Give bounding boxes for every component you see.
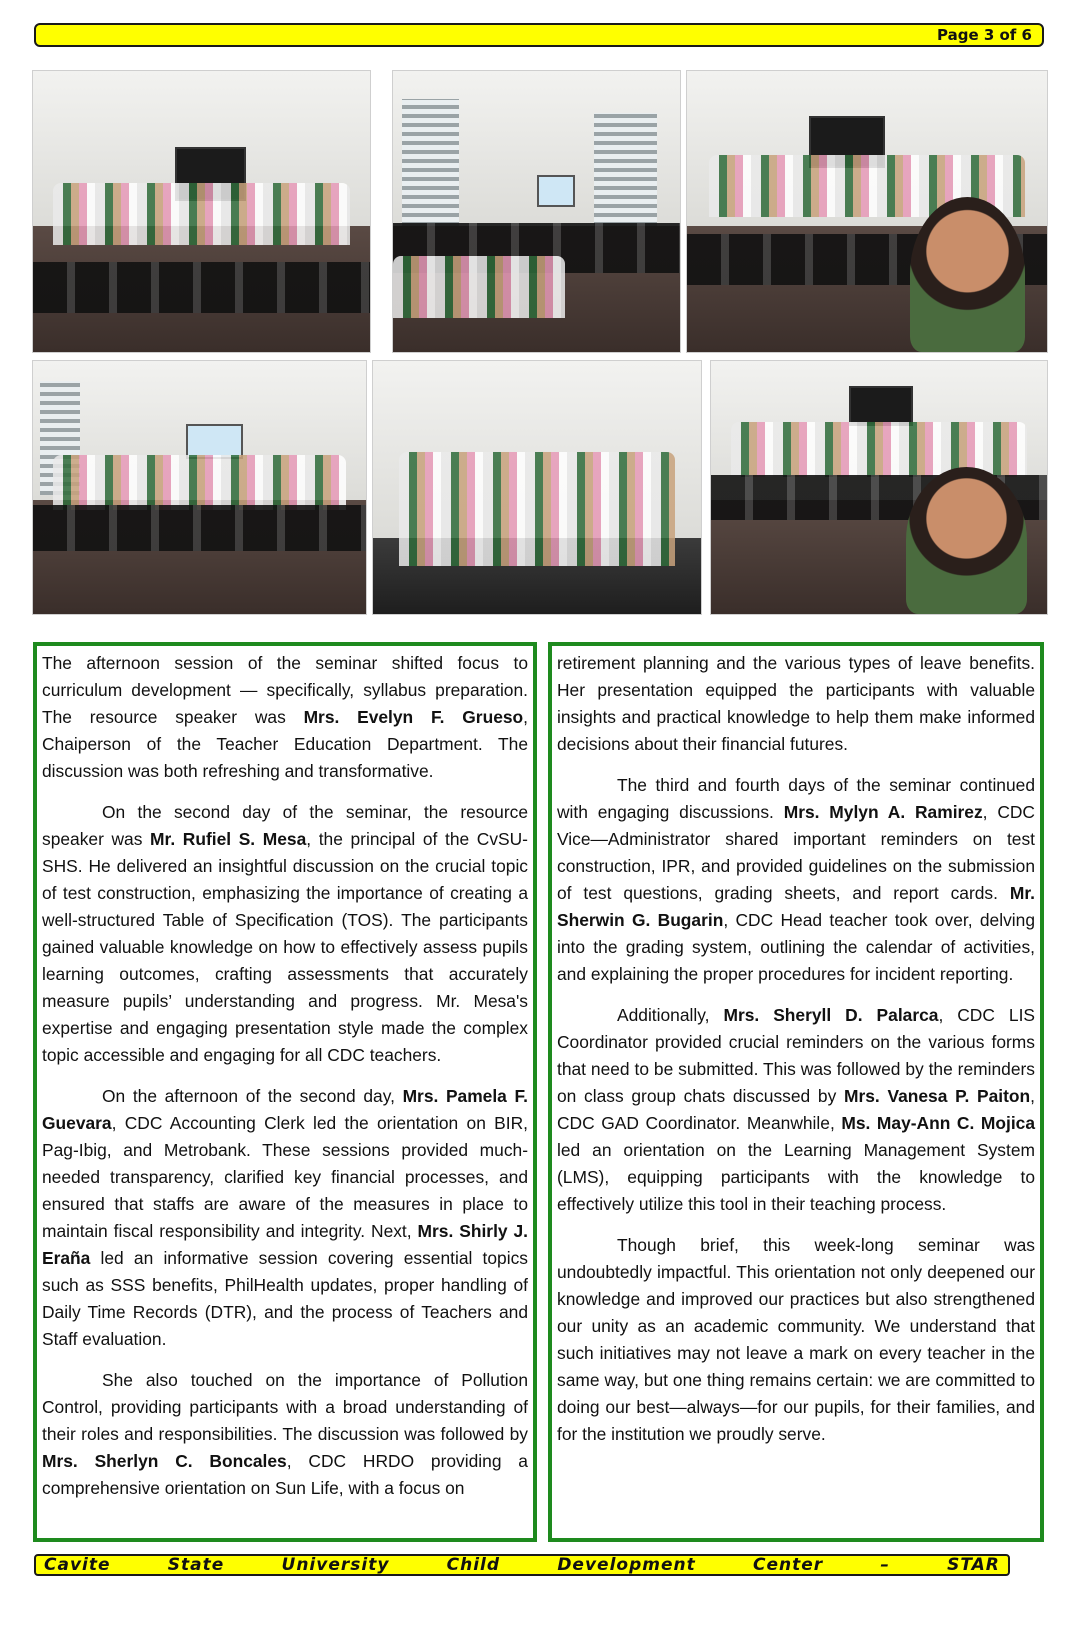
photo-group-1 <box>32 70 371 353</box>
footer-word: Child <box>446 1555 501 1575</box>
photo-group-2 <box>32 360 367 615</box>
paragraph: Though brief, this week-long seminar was undoubtedly impactful. This orientation not only deepened our knowledge and improved our practices but also strengthened our unity as an academic community. We understand that such initiatives may not leave a mark on every teacher in the same way, but one thing remains certain: we are committed to doing our best—always—for our pupils, for their families, and for the institution we proudly serve. <box>557 1235 1035 1444</box>
paragraph: retirement planning and the various types of leave benefits. Her presentation equipped the participants with valuable insights and practical knowledge to help them make informed decisions about their financial futures. <box>557 653 1035 754</box>
photo-certificate-awarding <box>372 360 702 615</box>
paragraph: She also touched on the importance of Pollution Control, providing participants with a broad understanding of their roles and responsibilities. The discussion was followed by Mrs. Sherlyn C. Boncales, CDC HRDO providing a comprehensive orientation on Sun Life, with a focus on <box>42 1370 528 1498</box>
footer-word: University <box>281 1555 390 1575</box>
photo-group-selfie-2 <box>710 360 1048 615</box>
footer-bar <box>34 1554 1010 1576</box>
paragraph: On the second day of the seminar, the resource speaker was Mr. Rufiel S. Mesa, the principal of the CvSU-SHS. He delivered an insightful discussion on the crucial topic of test construction, emphasizing the importance of creating a well-structured Table of Specification (TOS). The participants gained valuable knowledge on how to effectively assess pupils learning outcomes, crafting assessments that accurately measure pupils’ understanding and progress. Mr. Mesa's expertise and engaging presentation style made the complex topic accessible and engaging for all CDC teachers. <box>42 802 528 1065</box>
page-number: Page 3 of 6 <box>937 26 1032 44</box>
footer-word: Cavite <box>44 1555 111 1575</box>
photo-group-selfie-1 <box>686 70 1048 353</box>
footer-word: Development <box>557 1555 696 1575</box>
paragraph: The third and fourth days of the seminar continued with engaging discussions. Mrs. Mylyn A. Ramirez, CDC Vice—Administrator shared important reminders on test construction, IPR, and provided guidelines on the submission of test questions, grading sheets, and report cards. Mr. Sherwin G. Bugarin, CDC Head teacher took over, delving into the grading system, outlining the calendar of activities, and explaining the proper procedures for incident reporting. <box>557 775 1035 984</box>
footer-word: Center <box>752 1555 824 1575</box>
paragraph: The afternoon session of the seminar shifted focus to curriculum development — specifically, syllabus preparation. The resource speaker was Mrs. Evelyn F. Grueso, Chaiperson of the Teacher Education Department. The discussion was both refreshing and transformative. <box>42 653 528 781</box>
left-column <box>42 650 528 1516</box>
footer-word: – <box>880 1555 890 1575</box>
paragraph: Additionally, Mrs. Sheryll D. Palarca, CDC LIS Coordinator provided crucial reminders on the various forms that need to be submitted. This was followed by the reminders on class group chats discussed by Mrs. Vanesa P. Paiton, CDC GAD Coordinator. Meanwhile, Ms. May-Ann C. Mojica led an orientation on the Learning Management System (LMS), equipping participants with the knowledge to effectively utilize this tool in their teaching process. <box>557 1005 1036 1214</box>
right-column <box>557 650 1035 1462</box>
header-bar <box>34 23 1044 47</box>
footer-word: State <box>167 1555 225 1575</box>
paragraph: On the afternoon of the second day, Mrs. Pamela F. Guevara, CDC Accounting Clerk led the orientation on BIR, Pag-Ibig, and Metrobank. These sessions provided much-needed transparency, clarified key financial processes, and ensured that staffs are aware of the measures in place to maintain fiscal responsibility and integrity. Next, Mrs. Shirly J. Eraña led an informative session covering essential topics such as SSS benefits, PhilHealth updates, proper handling of Daily Time Records (DTR), and the process of Teachers and Staff evaluation. <box>42 1086 529 1349</box>
footer-word: STAR <box>947 1555 1000 1575</box>
photo-lecture-room <box>392 70 681 353</box>
